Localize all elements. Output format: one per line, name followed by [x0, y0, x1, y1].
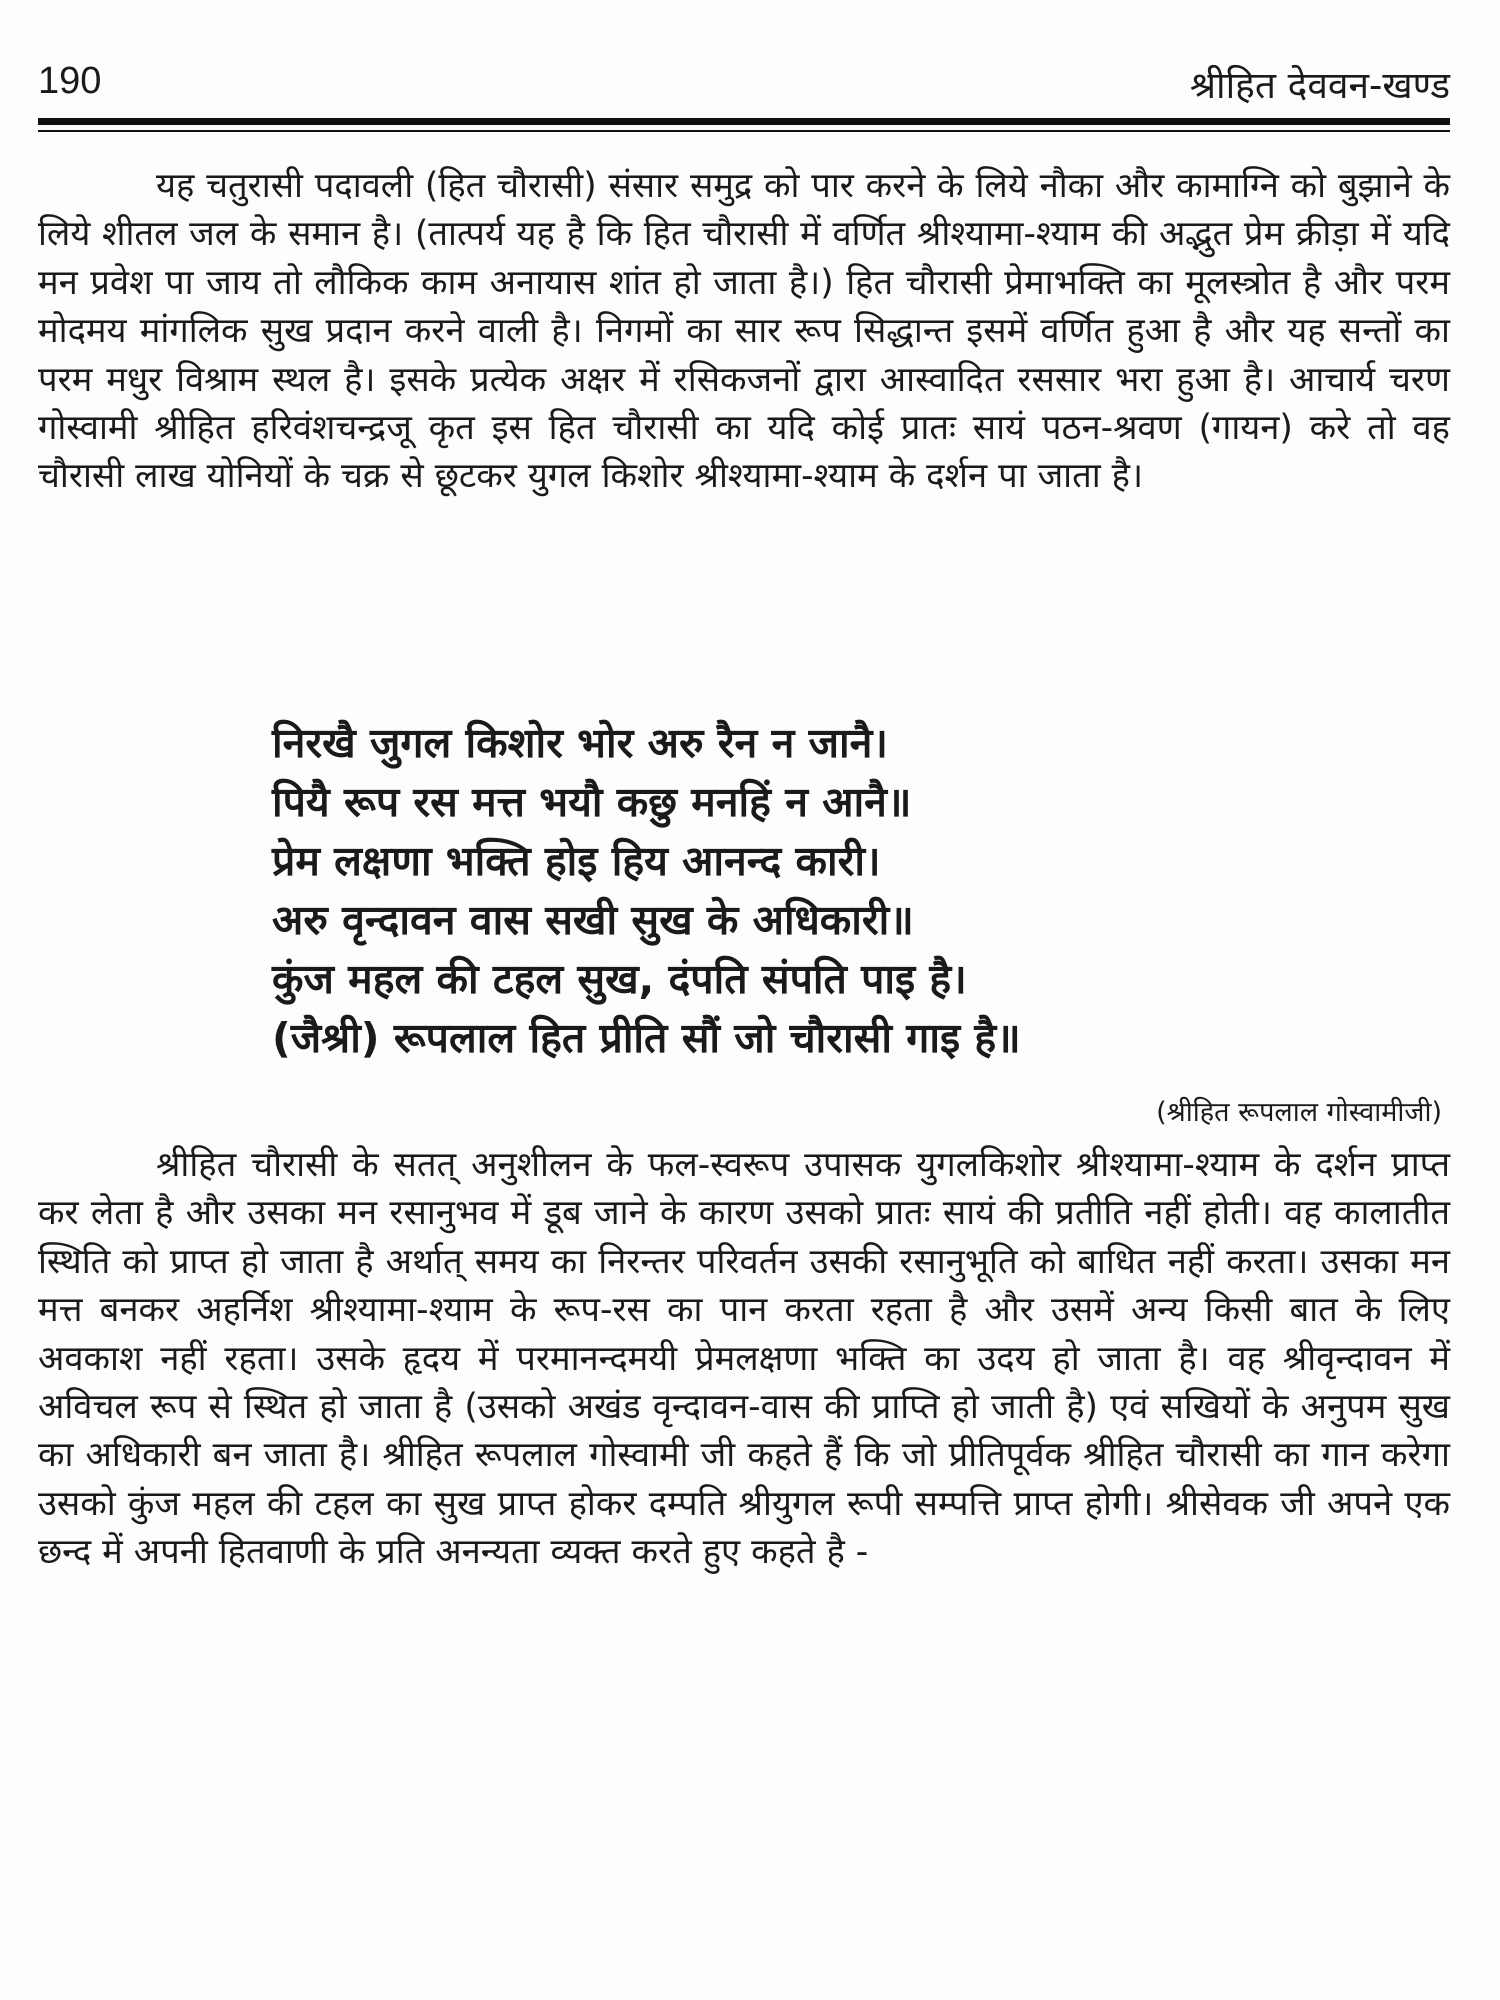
header-rule-thin	[38, 130, 1450, 132]
verse-line: निरखै जुगल किशोर भोर अरु रैन न जानै।	[272, 719, 888, 767]
verse-attribution: (श्रीहित रूपलाल गोस्वामीजी)	[1156, 1097, 1442, 1128]
verse-line: कुंज महल की टहल सुख, दंपति संपति पाइ है।	[272, 955, 967, 1003]
verse-line: अरु वृन्दावन वास सखी सुख के अधिकारी॥	[272, 896, 914, 944]
paragraph-commentary: श्रीहित चौरासी के सतत् अनुशीलन के फल-स्वरूप उपासक युगलकिशोर श्रीश्यामा-श्याम के दर्शन प्राप्त कर लेता है और उसका मन रसानुभव में डूब जाने के कारण उसको प्रातः सायं की प्रतीति नहीं होती। वह कालातीत स्थिति को प्राप्त हो जाता है अर्थात् समय का निरन्तर परिवर्तन उसकी रसानुभूति को बाधित नहीं करता। उसका मन मत्त बनकर अहर्निश श्रीश्यामा-श्याम के रूप-रस का पान करता रहता है और उसमें अन्य किसी बात के लिए अवकाश नहीं रहता। उसके हृदय में परमानन्दमयी प्रेमलक्षणा भक्ति का उदय हो जाता है। वह श्रीवृन्दावन में अविचल रूप से स्थित हो जाता है (उसको अखंड वृन्दावन-वास की प्राप्ति हो जाती है) एवं सखियों के अनुपम सुख का अधिकारी बन जाता है। श्रीहित रूपलाल गोस्वामी जी कहते हैं कि जो प्रीतिपूर्वक श्रीहित चौरासी का गान करेगा उसको कुंज महल की टहल का सुख प्राप्त होकर दम्पति श्रीयुगल रूपी सम्पत्ति प्राप्त होगी। श्रीसेवक जी अपने एक छन्द में अपनी हितवाणी के प्रति अनन्यता व्यक्त करते हुए कहते है -	[38, 1145, 1450, 1573]
verse-line: पियै रूप रस मत्त भयौ कछु मनहिं न आनै॥	[272, 778, 912, 826]
running-title: श्रीहित देववन-खण्ड	[1189, 64, 1450, 107]
paragraph-intro: यह चतुरासी पदावली (हित चौरासी) संसार समुद्र को पार करने के लिये नौका और कामाग्नि को बुझाने के लिये शीतल जल के समान है। (तात्पर्य यह है कि हित चौरासी में वर्णित श्रीश्यामा-श्याम की अद्भुत प्रेम क्रीड़ा में यदि मन प्रवेश पा जाय तो लौकिक काम अनायास शांत हो जाता है।) हित चौरासी प्रेमाभक्ति का मूलस्त्रोत है और परम मोदमय मांगलिक सुख प्रदान करने वाली है। निगमों का सार रूप सिद्धान्त इसमें वर्णित हुआ है और यह सन्तों का परम मधुर विश्राम स्थल है। इसके प्रत्येक अक्षर में रसिकजनों द्वारा आस्वादित रससार भरा हुआ है। आचार्य चरण गोस्वामी श्रीहित हरिवंशचन्द्रजू कृत इस हित चौरासी का यदि कोई प्रातः सायं पठन-श्रवण (गायन) करे तो वह चौरासी लाख योनियों के चक्र से छूटकर युगल किशोर श्रीश्यामा-श्याम के दर्शन पा जाता है।	[38, 166, 1450, 497]
verse-line: (जैश्री) रूपलाल हित प्रीति सौं जो चौरासी गाइ है॥	[272, 1014, 1021, 1062]
page-header	[38, 58, 1450, 118]
verse-block	[272, 714, 1212, 1068]
header-rule-thick	[38, 118, 1450, 125]
verse-line: प्रेम लक्षणा भक्ति होइ हिय आनन्द कारी।	[272, 837, 881, 885]
page-number: 190	[38, 60, 102, 102]
